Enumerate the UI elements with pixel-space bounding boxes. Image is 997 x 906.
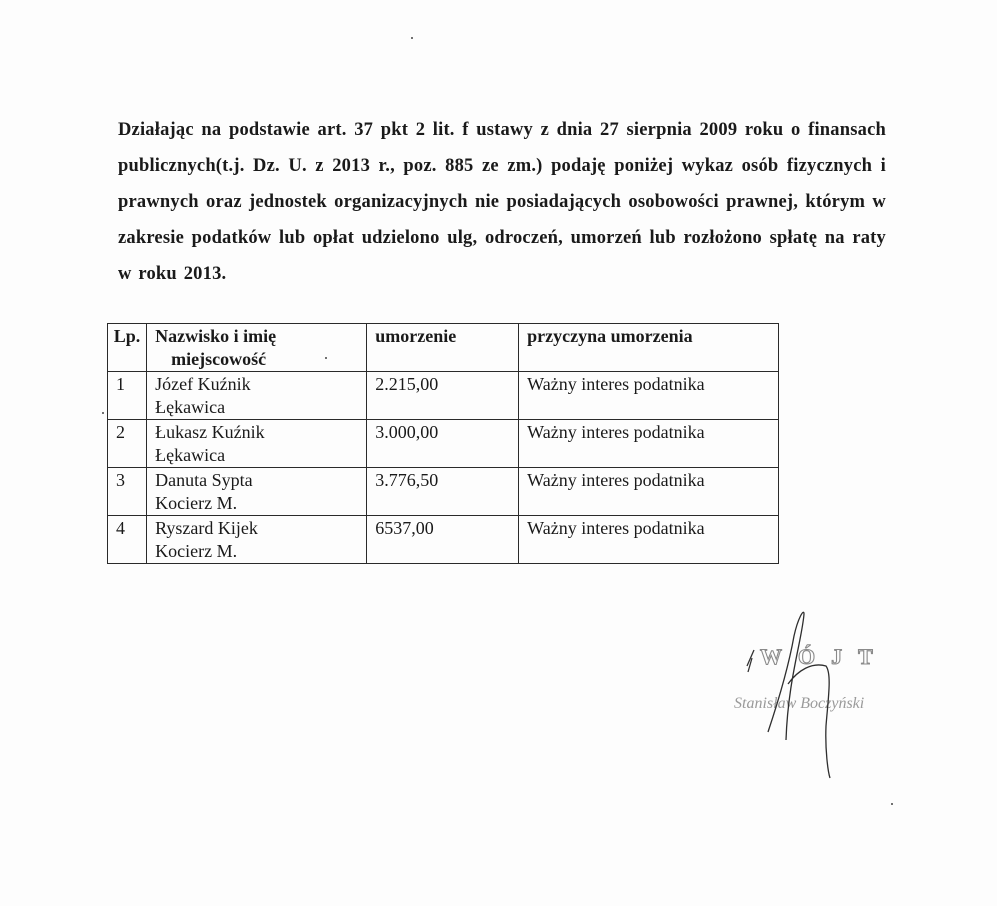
- cell-person: Ryszard Kijek: [155, 518, 258, 538]
- stamp-name: Stanisław Boczyński: [734, 695, 865, 712]
- cell-reason: Ważny interes podatnika: [519, 468, 779, 516]
- header-name: [147, 324, 367, 372]
- cell-amount: 6537,00: [367, 516, 519, 564]
- cell-reason: Ważny interes podatnika: [519, 372, 779, 420]
- cell-amount: 2.215,00: [367, 372, 519, 420]
- header-name-line1: Nazwisko i imię: [155, 326, 277, 346]
- cell-place: Kocierz M.: [155, 541, 238, 561]
- scan-speck: [102, 412, 104, 414]
- stamp-title: WÓJT: [760, 644, 889, 669]
- cell-amount: 3.000,00: [367, 420, 519, 468]
- stamp-and-signature-graphic: [732, 600, 932, 790]
- scan-speck: [411, 37, 413, 39]
- intro-text: Działając na podstawie art. 37 pkt 2 lit. f ustawy z dnia 27 sierpnia 2009 roku o finansach publicznych(t.j. Dz. U. z 2013 r., poz. 885 ze zm.) podaję poniżej wykaz osób fizycznych i prawnych oraz jednostek organizacyjnych nie posiadających osobowości prawnej, którym w zakresie podatków lub opłat udzielono ulg, odroczeń, umorzeń lub rozłożono spłatę na raty w roku 2013.: [118, 120, 886, 284]
- official-stamp-signature: [732, 600, 932, 790]
- cell-person: Józef Kuźnik: [155, 374, 251, 394]
- cell-name: [147, 420, 367, 468]
- cell-person: Łukasz Kuźnik: [155, 422, 265, 442]
- discount-table: [107, 323, 779, 564]
- table-header-row: [108, 324, 779, 372]
- header-amount: umorzenie: [367, 324, 519, 372]
- cell-amount: 3.776,50: [367, 468, 519, 516]
- table-row: [108, 468, 779, 516]
- table-row: [108, 372, 779, 420]
- cell-place: Łękawica: [155, 445, 226, 465]
- cell-lp: 2: [108, 420, 147, 468]
- cell-reason: Ważny interes podatnika: [519, 420, 779, 468]
- header-name-line2: miejscowość: [171, 349, 267, 369]
- cell-place: Kocierz M.: [155, 493, 238, 513]
- header-lp: Lp.: [108, 324, 147, 372]
- cell-lp: 1: [108, 372, 147, 420]
- scan-speck: [325, 357, 327, 359]
- cell-name: [147, 372, 367, 420]
- cell-name: [147, 468, 367, 516]
- signature-tick: [747, 650, 754, 672]
- table-row: [108, 516, 779, 564]
- cell-lp: 3: [108, 468, 147, 516]
- table-row: [108, 420, 779, 468]
- cell-reason: Ważny interes podatnika: [519, 516, 779, 564]
- cell-person: Danuta Sypta: [155, 470, 253, 490]
- scan-speck: [891, 803, 893, 805]
- cell-place: Łękawica: [155, 397, 226, 417]
- header-reason: przyczyna umorzenia: [519, 324, 779, 372]
- intro-paragraph: [118, 112, 886, 292]
- cell-lp: 4: [108, 516, 147, 564]
- cell-name: [147, 516, 367, 564]
